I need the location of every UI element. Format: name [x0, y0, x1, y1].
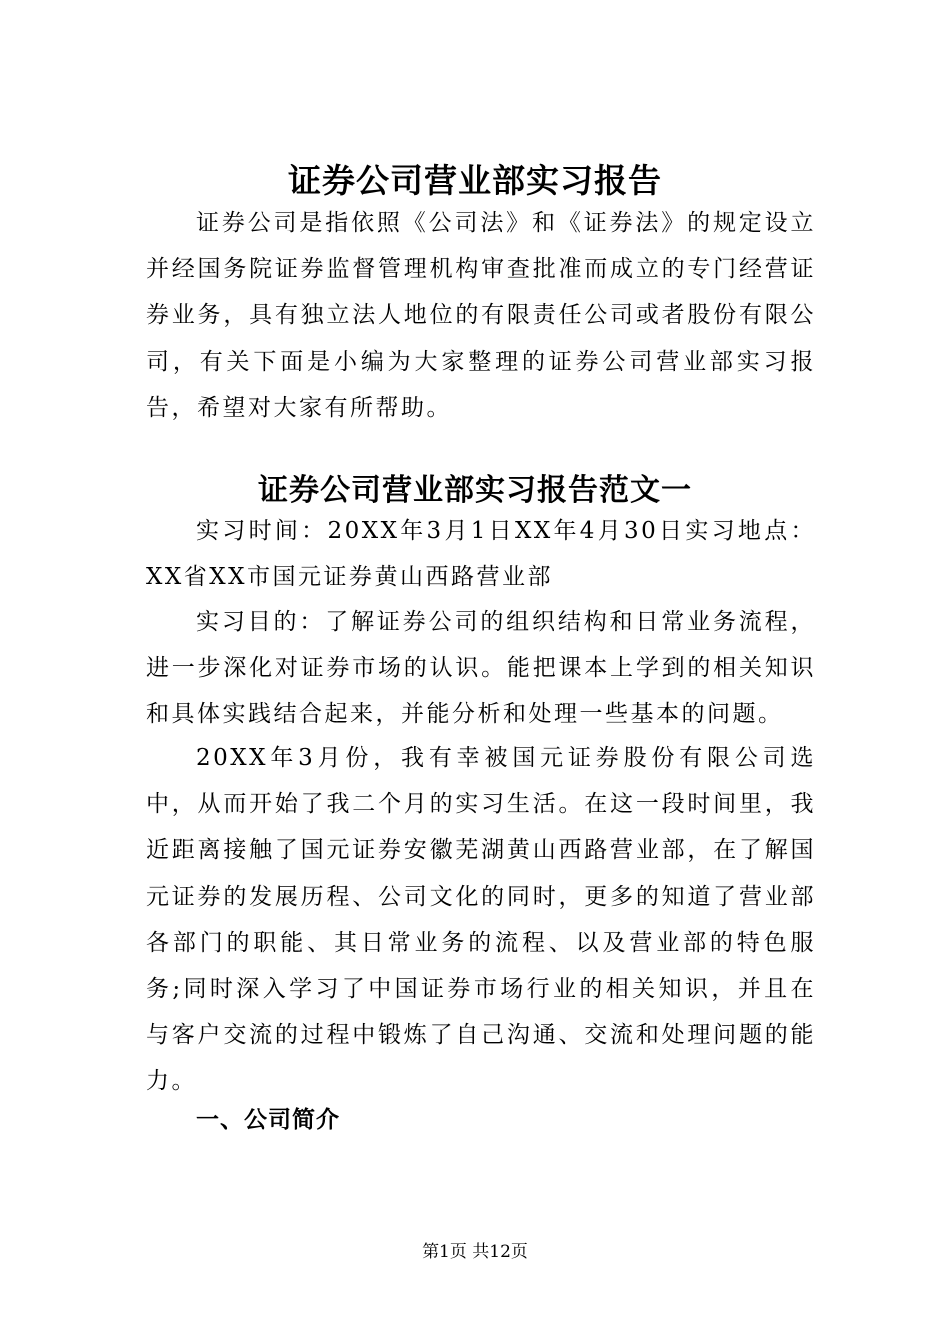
section-title: 证券公司营业部实习报告范文一: [258, 472, 692, 508]
internship-summary-paragraph: 20XX年3月份，我有幸被国元证券股份有限公司选中，从而开始了我二个月的实习生活。在这一段时间里，我近距离接触了国元证券安徽芜湖黄山西路营业部，在了解国元证券的发展历程、公司文化的同时，更多的知道了营业部各部门的职能、其日常业务的流程、以及营业部的特色服务;同时深入学习了中国证券市场行业的相关知识，并且在与客户交流的过程中锻炼了自己沟通、交流和处理问题的能力。: [146, 745, 816, 1095]
intro-paragraph: 证券公司是指依照《公司法》和《证券法》的规定设立并经国务院证券监督管理机构审查批准而成立的专门经营证券业务，具有独立法人地位的有限责任公司或者股份有限公司，有关下面是小编为大家整理的证券公司营业部实习报告，希望对大家有所帮助。: [146, 210, 816, 421]
internship-time-paragraph: 实习时间：20XX年3月1日XX年4月30日实习地点：XX省XX市国元证券黄山西路营业部: [146, 518, 816, 591]
internship-purpose-paragraph: 实习目的：了解证券公司的组织结构和日常业务流程，进一步深化对证券市场的认识。能把课本上学到的相关知识和具体实践结合起来，并能分析和处理一些基本的问题。: [146, 609, 816, 728]
company-intro-heading: 一、公司简介: [196, 1107, 340, 1133]
document-title: 证券公司营业部实习报告: [288, 161, 662, 201]
page-footer: 第1页 共12页: [422, 1242, 528, 1262]
